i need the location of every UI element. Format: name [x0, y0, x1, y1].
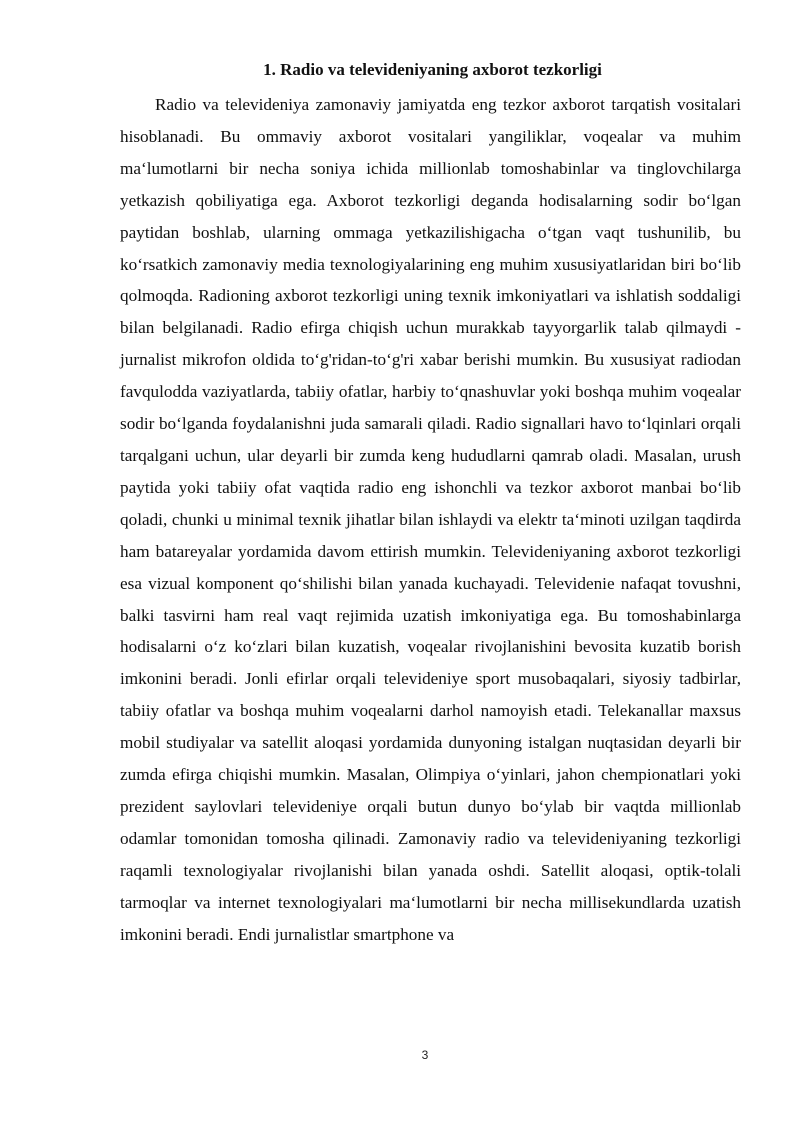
section-title: 1. Radio va televideniyaning axborot tezkorligi	[263, 60, 602, 79]
body-paragraph: Radio va televideniya zamonaviy jamiyatda eng tezkor axborot tarqatish vositalari hisoblanadi. Bu ommaviy axborot vositalari yangiliklar, voqealar va muhim maʻlumotlarni bir necha soniya ichida millionlab tomoshabinlar va tinglovchilarga yetkazish qobiliyatiga ega. Axborot tezkorligi deganda hodisalarning sodir boʻlgan paytidan boshlab, ularning ommaga yetkazilishigacha oʻtgan vaqt tushunilib, bu koʻrsatkich zamonaviy media texnologiyalarining eng muhim xususiyatlaridan biri boʻlib qolmoqda. Radioning axborot tezkorligi uning texnik imkoniyatlari va ishlatish soddaligi bilan belgilanadi. Radio efirga chiqish uchun murakkab tayyorgarlik talab qilmaydi - jurnalist mikrofon oldida toʻg'ridan-toʻg'ri xabar berishi mumkin. Bu xususiyat radiodan favqulodda vaziyatlarda, tabiiy ofatlar, harbiy toʻqnashuvlar yoki boshqa muhim voqealar sodir boʻlganda foydalanishni juda samarali qiladi. Radio signallari havo toʻlqinlari orqali tarqalgani uchun, ular deyarli bir zumda keng hududlarni qamrab oladi. Masalan, urush paytida yoki tabiiy ofat vaqtida radio eng ishonchli va tezkor axborot manbai boʻlib qoladi, chunki u minimal texnik jihatlar bilan ishlaydi va elektr taʻminoti uzilgan taqdirda ham batareyalar yordamida davom ettirish mumkin. Televideniyaning axborot tezkorligi esa vizual komponent qoʻshilishi bilan yanada kuchayadi. Televidenie nafaqat tovushni, balki tasvirni ham real vaqt rejimida uzatish imkoniyatiga ega. Bu tomoshabinlarga hodisalarni oʻz koʻzlari bilan kuzatish, voqealar rivojlanishini bevosita kuzatib borish imkonini beradi. Jonli efirlar orqali televideniye sport musobaqalari, siyosiy tadbirlar, tabiiy ofatlar va boshqa muhim voqealarni darhol namoyish etadi. Telekanallar maxsus mobil studiyalar va satellit aloqasi yordamida dunyoning istalgan nuqtasidan deyarli bir zumda efirga chiqishi mumkin. Masalan, Olimpiya oʻyinlari, jahon chempionatlari yoki prezident saylovlari televideniye orqali butun dunyo boʻylab bir vaqtda millionlab odamlar tomonidan tomosha qilinadi. Zamonaviy radio va televideniyaning tezkorligi raqamli texnologiyalar rivojlanishi bilan yanada oshdi. Satellit aloqasi, optik-tolali tarmoqlar va internet texnologiyalari maʻlumotlarni bir necha millisekundlarda uzatish imkonini beradi. Endi jurnalistlar smartphone va	[120, 95, 741, 944]
page-number: 3	[421, 1048, 429, 1062]
